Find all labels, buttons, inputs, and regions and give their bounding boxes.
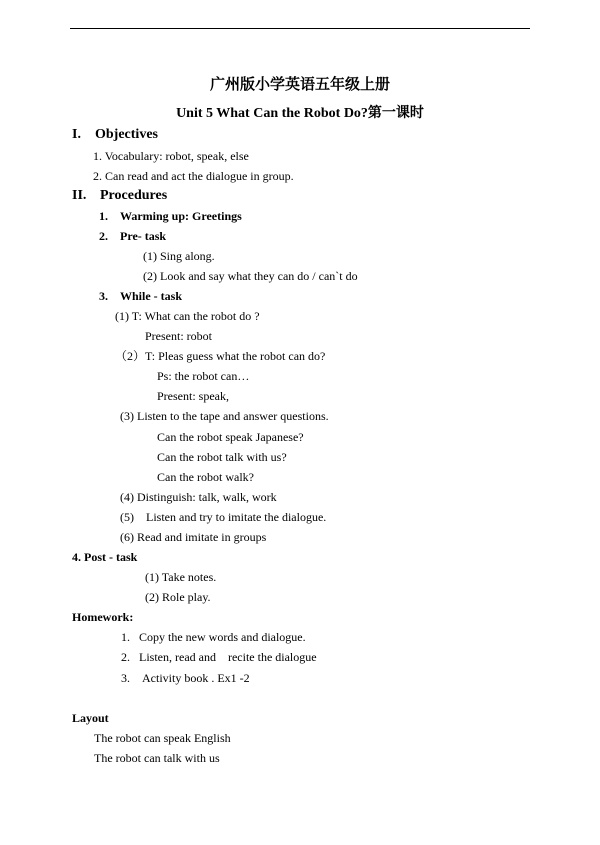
whiletask-step: (3) Listen to the tape and answer questions. <box>120 409 329 423</box>
layout-label: Layout <box>72 711 109 725</box>
whiletask-num: 3. <box>99 289 108 303</box>
page-title: 广州版小学英语五年级上册 <box>209 77 390 93</box>
layout-line: The robot can speak English <box>94 731 231 745</box>
procedures-heading: Procedures <box>100 188 168 203</box>
pretask-item: (1) Sing along. <box>143 249 215 263</box>
homework-label: Homework: <box>72 610 134 624</box>
homework-item: Listen, read and recite the dialogue <box>139 650 317 664</box>
warming-label: Warming up: Greetings <box>120 209 242 223</box>
objective-item: 1. Vocabulary: robot, speak, else <box>93 149 249 163</box>
homework-item: Copy the new words and dialogue. <box>139 630 306 644</box>
header-rule <box>70 28 530 29</box>
procedures-numeral: II. <box>72 188 87 203</box>
whiletask-present: Present: robot <box>145 329 212 343</box>
homework-num: 1. <box>121 630 130 644</box>
warming-num: 1. <box>99 209 108 223</box>
posttask-label: 4. Post - task <box>72 550 138 564</box>
question-item: Can the robot walk? <box>157 470 254 484</box>
whiletask-present: Present: speak, <box>157 389 229 403</box>
whiletask-step: (5) Listen and try to imitate the dialogue. <box>120 510 327 524</box>
whiletask-step: （2）T: Pleas guess what the robot can do? <box>115 349 326 363</box>
pretask-label: Pre- task <box>120 229 167 243</box>
question-item: Can the robot speak Japanese? <box>157 430 304 444</box>
whiletask-ps: Ps: the robot can… <box>157 369 250 383</box>
objective-item: 2. Can read and act the dialogue in group. <box>93 169 294 183</box>
pretask-item: (2) Look and say what they can do / can`t do <box>143 269 358 283</box>
objectives-numeral: I. <box>72 127 81 142</box>
objectives-heading: Objectives <box>95 127 158 142</box>
whiletask-step: (4) Distinguish: talk, walk, work <box>120 490 277 504</box>
whiletask-step: (1) T: What can the robot do ? <box>115 309 260 323</box>
posttask-item: (1) Take notes. <box>145 570 217 584</box>
homework-num: 2. <box>121 650 130 664</box>
whiletask-step: (6) Read and imitate in groups <box>120 530 267 544</box>
homework-num: 3. <box>121 671 130 685</box>
posttask-item: (2) Role play. <box>145 590 211 604</box>
question-item: Can the robot talk with us? <box>157 450 287 464</box>
page-subtitle: Unit 5 What Can the Robot Do?第一课时 <box>176 106 424 121</box>
whiletask-label: While - task <box>120 289 183 303</box>
pretask-num: 2. <box>99 229 108 243</box>
layout-line: The robot can talk with us <box>94 751 220 765</box>
homework-item: Activity book . Ex1 -2 <box>142 671 250 685</box>
